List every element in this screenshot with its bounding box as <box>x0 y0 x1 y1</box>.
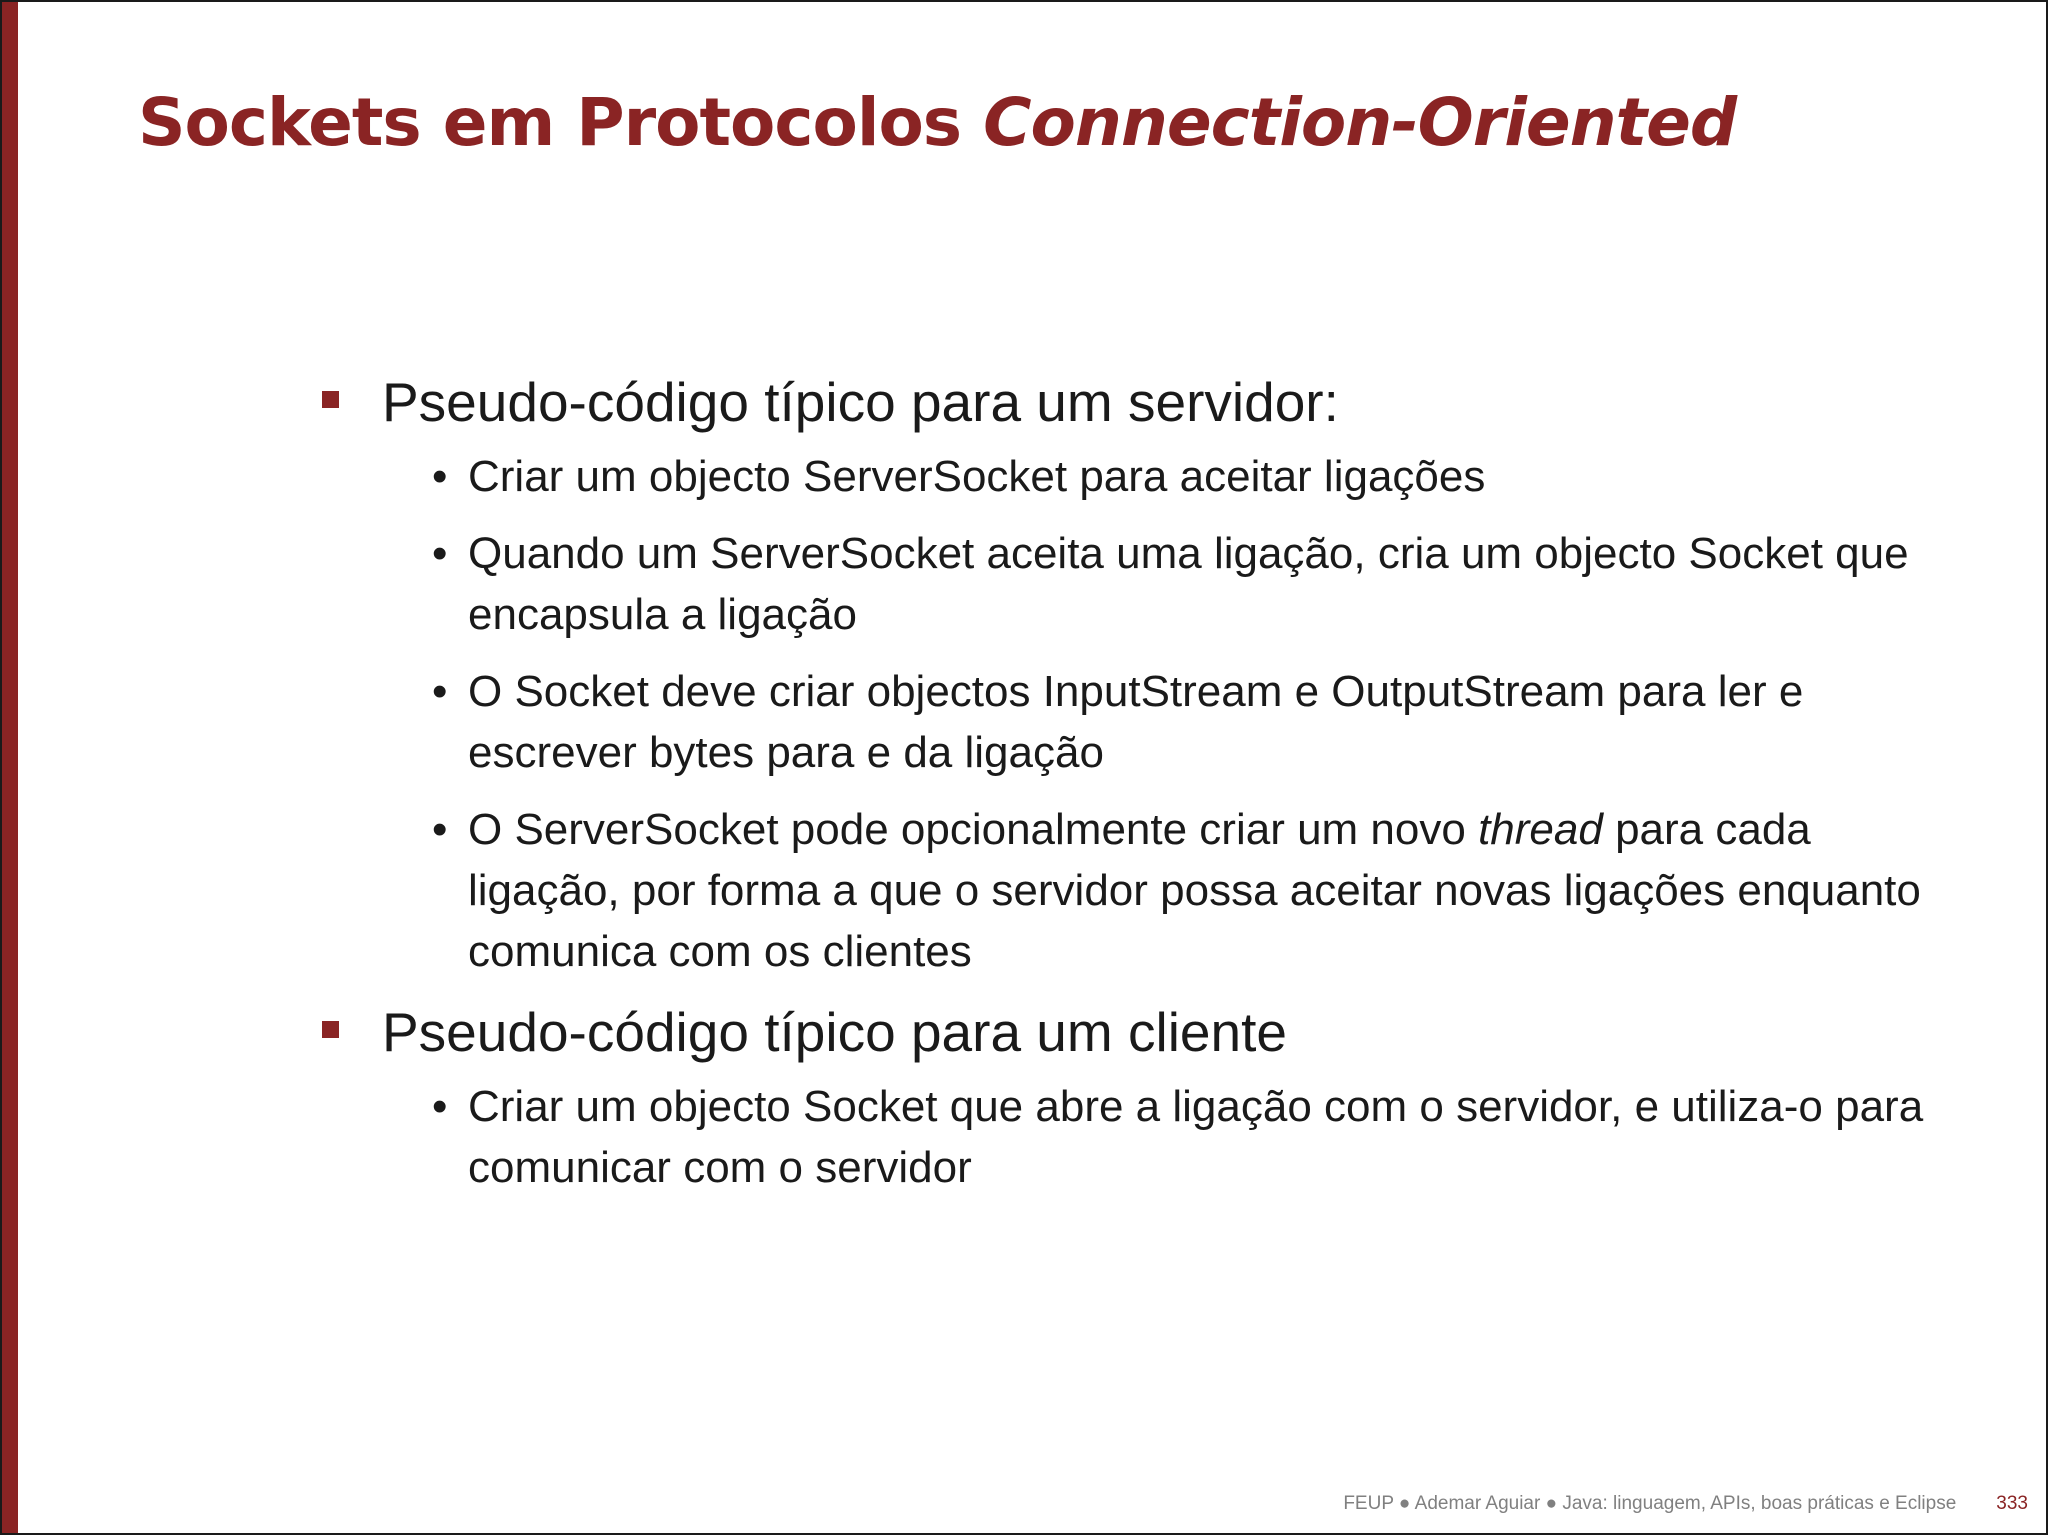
left-accent-bar <box>2 2 18 1533</box>
sub-bullet <box>320 661 1940 783</box>
dot-bullet-icon: • <box>432 529 448 578</box>
bullet-text: Pseudo-código típico para um cliente <box>382 1001 1287 1063</box>
sub-bullet <box>320 446 1940 507</box>
dot-bullet-icon: • <box>432 805 448 854</box>
sub-bullet-text-part: para cada ligação, por forma a que o servidor possa aceitar novas ligações enquanto comunica com os clientes <box>468 805 1921 976</box>
sub-bullet <box>320 799 1940 982</box>
bullet-client <box>320 998 1940 1066</box>
bullet-text: Pseudo-código típico para um servidor: <box>382 371 1339 433</box>
sub-bullet <box>320 1076 1940 1198</box>
sub-bullet-text: O Socket deve criar objectos InputStream e OutputStream para ler e escrever bytes para e da ligação <box>468 667 1804 777</box>
sub-bullet-text: Criar um objecto Socket que abre a ligação com o servidor, e utiliza-o para comunicar com o servidor <box>468 1082 1924 1192</box>
sub-bullet-text: Criar um objecto ServerSocket para aceitar ligações <box>468 452 1486 501</box>
square-bullet-icon <box>322 391 339 408</box>
title-main: Sockets em Protocolos <box>138 84 984 161</box>
dot-bullet-icon: • <box>432 1082 448 1131</box>
slide-title <box>138 84 1736 161</box>
sub-bullet-text-emphasis: thread <box>1478 805 1603 854</box>
page-number: 333 <box>1996 1493 2028 1514</box>
dot-bullet-icon: • <box>432 667 448 716</box>
slide-footer <box>1343 1493 2028 1515</box>
sub-bullet-text: Quando um ServerSocket aceita uma ligação, cria um objecto Socket que encapsula a ligação <box>468 529 1909 639</box>
square-bullet-icon <box>322 1021 339 1038</box>
bullet-server <box>320 368 1940 436</box>
title-emphasis: Connection-Oriented <box>983 84 1737 161</box>
sub-bullet <box>320 523 1940 645</box>
sub-bullet-text <box>468 805 1921 976</box>
sub-bullet-text-part: O ServerSocket pode opcionalmente criar um novo <box>468 805 1479 854</box>
slide-content <box>320 368 1940 1214</box>
dot-bullet-icon: • <box>432 452 448 501</box>
footer-text: FEUP ● Ademar Aguiar ● Java: linguagem, APIs, boas práticas e Eclipse <box>1343 1493 1957 1514</box>
